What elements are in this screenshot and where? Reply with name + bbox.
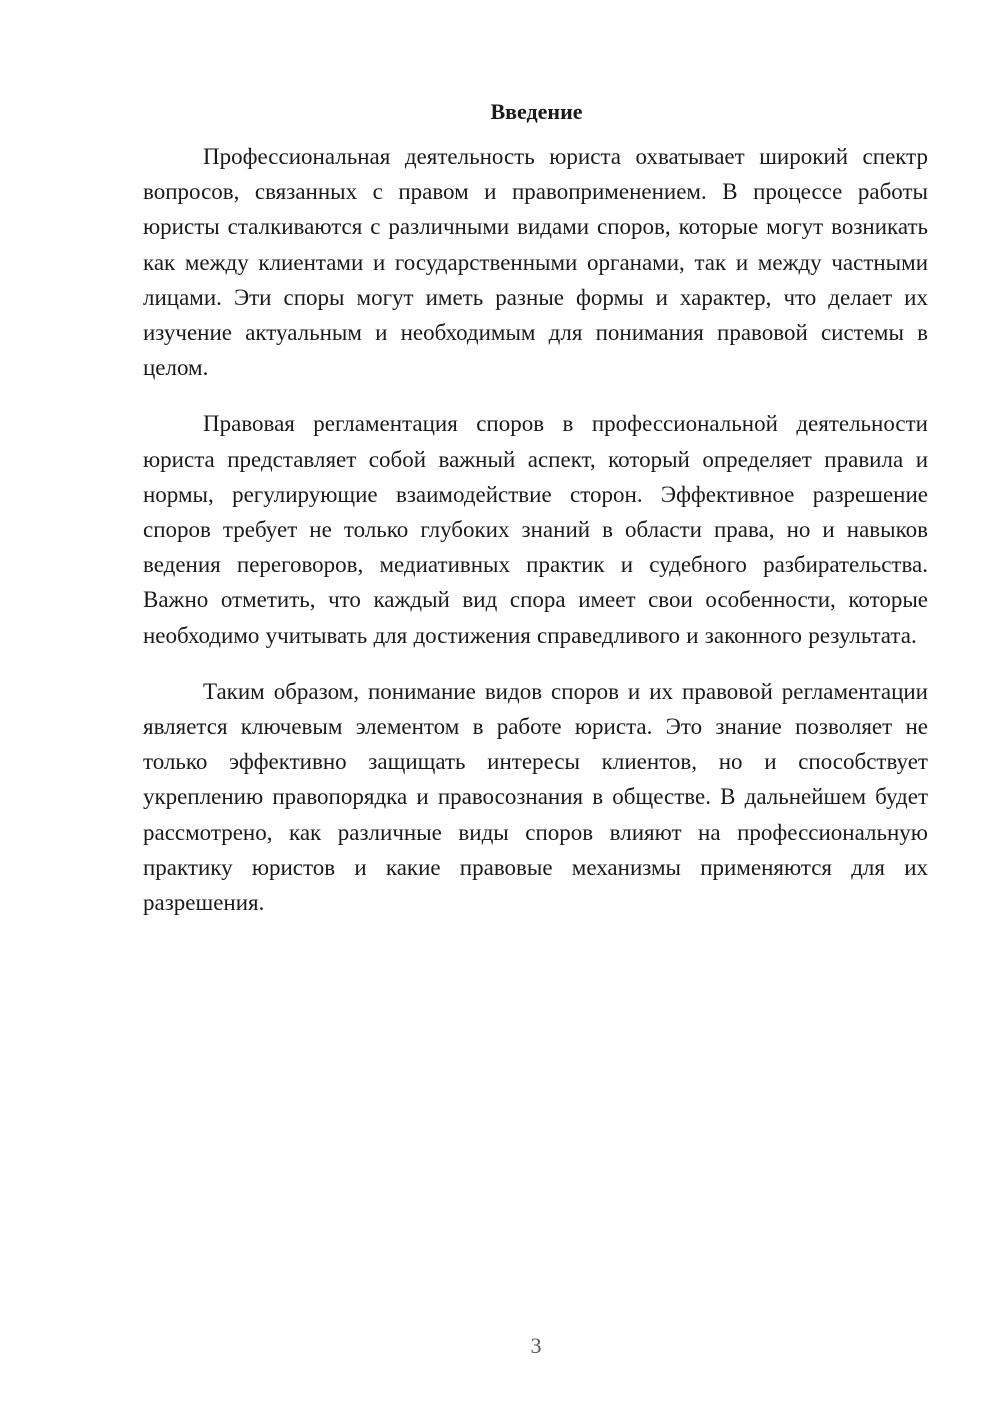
paragraph-2: Правовая регламентация споров в профессиональной деятельности юриста представляет собой важный аспект, который определяет правила и нормы, регулирующие взаимодействие сторон. Эффективное разрешение споров требует не только глубоких знаний в области права, но и навыков ведения переговоров, медиативных практик и судебного разбирательства. Важно отметить, что каждый вид спора имеет свои особенности, которые необходимо учитывать для достижения справедливого и законного результата. <box>143 411 928 648</box>
page-number: 3 <box>530 1333 542 1358</box>
paragraph-1: Профессиональная деятельность юриста охватывает широкий спектр вопросов, связанных с правом и правоприменением. В процессе работы юристы сталкиваются с различными видами споров, которые могут возникать как между клиентами и государственными органами, так и между частными лицами. Эти споры могут иметь разные формы и характер, что делает их изучение актуальным и необходимым для понимания правовой системы в целом. <box>143 144 928 381</box>
page-content <box>143 96 928 920</box>
section-heading: Введение <box>490 99 583 124</box>
paragraph-3: Таким образом, понимание видов споров и их правовой регламентации является ключевым элементом в работе юриста. Это знание позволяет не только эффективно защищать интересы клиентов, но и способствует укреплению правопорядка и правосознания в обществе. В дальнейшем будет рассмотрено, как различные виды споров влияют на профессиональную практику юристов и какие правовые механизмы применяются для их разрешения. <box>143 678 928 916</box>
